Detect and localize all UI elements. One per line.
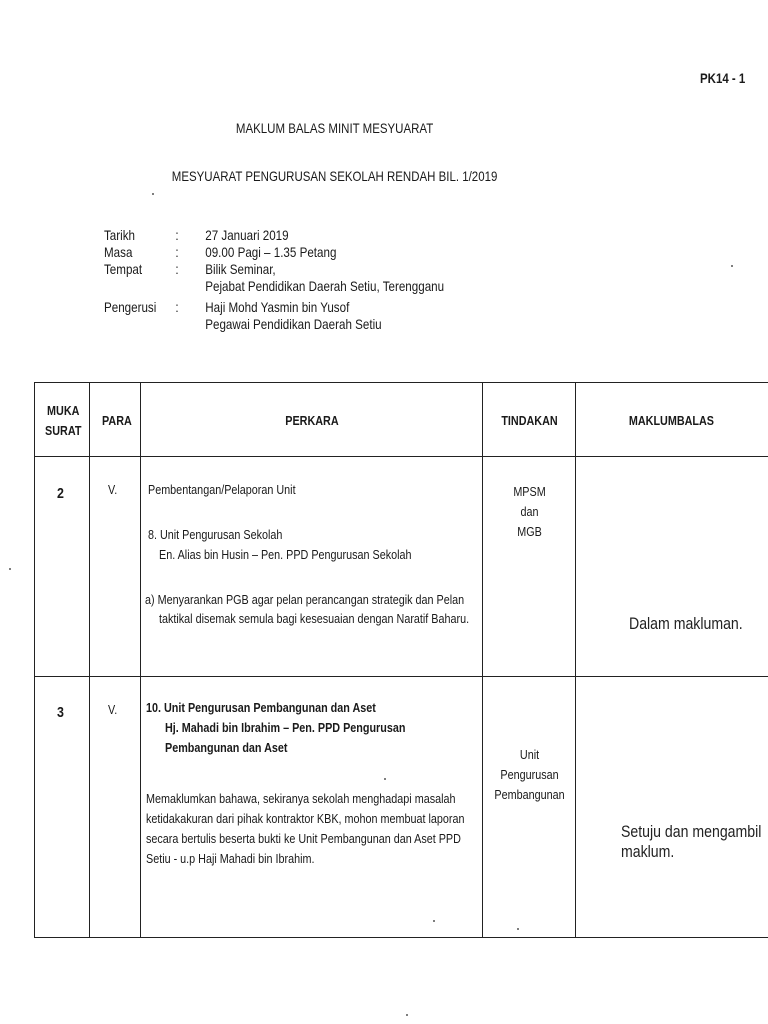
row1-maklumbalas: Dalam makluman. — [629, 614, 743, 633]
info-value: 27 Januari 2019 — [205, 227, 289, 243]
table-border-top — [34, 382, 768, 383]
table-border-left — [34, 382, 35, 938]
info-label: Pengerusi — [104, 299, 157, 315]
row2-muka-surat: 3 — [57, 704, 64, 721]
row1-officer: En. Alias bin Husin – Pen. PPD Pengurusan Sekolah — [159, 547, 412, 562]
document-code: PK14 - 1 — [700, 70, 746, 86]
row2-officer-line1: Hj. Mahadi bin Ibrahim – Pen. PPD Pengurusan — [165, 720, 406, 735]
document-title: MAKLUM BALAS MINIT MESYUARAT — [235, 120, 434, 136]
header-maklumbalas: MAKLUMBALAS — [628, 413, 715, 428]
header-tindakan: TINDAKAN — [501, 413, 558, 428]
meeting-info — [104, 227, 444, 333]
info-value: Haji Mohd Yasmin bin Yusof — [205, 299, 350, 315]
table-header-divider — [34, 456, 768, 457]
info-row-tempat-cont — [104, 278, 444, 295]
row1-unit: 8. Unit Pengurusan Sekolah — [148, 527, 283, 542]
row2-body-line: Memaklumkan bahawa, sekiranya sekolah menghadapi masalah — [146, 791, 456, 806]
scan-speck — [406, 1014, 408, 1016]
info-row-tempat — [104, 261, 444, 278]
info-separator: : — [175, 261, 179, 277]
info-value: Pegawai Pendidikan Daerah Setiu — [205, 316, 382, 332]
document-subtitle: MESYUARAT PENGURUSAN SEKOLAH RENDAH BIL. 1/2019 — [171, 168, 498, 184]
info-row-masa — [104, 244, 444, 261]
info-label: Tarikh — [104, 227, 136, 243]
info-value: Pejabat Pendidikan Daerah Setiu, Terengganu — [205, 278, 445, 294]
row2-para: V. — [108, 702, 118, 717]
row2-unit: 10. Unit Pengurusan Pembangunan dan Aset — [146, 700, 376, 715]
row1-tindakan: MPSM dan MGB — [513, 484, 546, 539]
table-col-divider — [482, 382, 483, 938]
table-col-divider — [575, 382, 576, 938]
info-separator: : — [175, 244, 179, 260]
row2-body-line: Setiu - u.p Haji Mahadi bin Ibrahim. — [146, 851, 315, 866]
info-value: 09.00 Pagi – 1.35 Petang — [205, 244, 337, 260]
info-value: Bilik Seminar, — [205, 261, 276, 277]
row1-item-line1: a) Menyarankan PGB agar pelan perancangan strategik dan Pelan — [145, 592, 465, 607]
row2-body-line: secara bertulis beserta bukti ke Unit Pembangunan dan Aset PPD — [146, 831, 461, 846]
scan-speck — [9, 568, 11, 570]
row1-para: V. — [108, 482, 118, 497]
table-row-divider — [34, 676, 768, 677]
info-label: Tempat — [104, 261, 143, 277]
row2-tindakan: Unit Pengurusan Pembangunan — [494, 747, 565, 802]
row1-section: Pembentangan/Pelaporan Unit — [148, 482, 296, 497]
info-row-pengerusi-cont — [104, 316, 444, 333]
scan-speck — [152, 193, 154, 195]
row1-item-line2: taktikal disemak semula bagi kesesuaian dengan Naratif Baharu. — [159, 611, 470, 626]
table-border-bottom — [34, 937, 768, 938]
scan-speck — [517, 928, 519, 930]
scan-speck — [731, 265, 733, 267]
info-label: Masa — [104, 244, 133, 260]
row1-muka-surat: 2 — [57, 485, 64, 502]
info-separator: : — [175, 227, 179, 243]
row2-maklumbalas: Setuju dan mengambil maklum. — [621, 822, 762, 861]
row2-officer-line2: Pembangunan dan Aset — [165, 740, 288, 755]
scan-speck — [384, 778, 386, 780]
row2-body-line: ketidakakuran dari pihak kontraktor KBK, mohon membuat laporan — [146, 811, 465, 826]
table-col-divider — [89, 382, 90, 938]
header-perkara: PERKARA — [285, 413, 339, 428]
info-separator: : — [175, 299, 179, 315]
info-row-tarikh — [104, 227, 444, 244]
header-muka-surat: MUKA SURAT — [45, 403, 82, 438]
scan-speck — [433, 920, 435, 922]
header-para: PARA — [102, 413, 132, 428]
table-col-divider — [140, 382, 141, 938]
info-row-pengerusi — [104, 299, 444, 316]
